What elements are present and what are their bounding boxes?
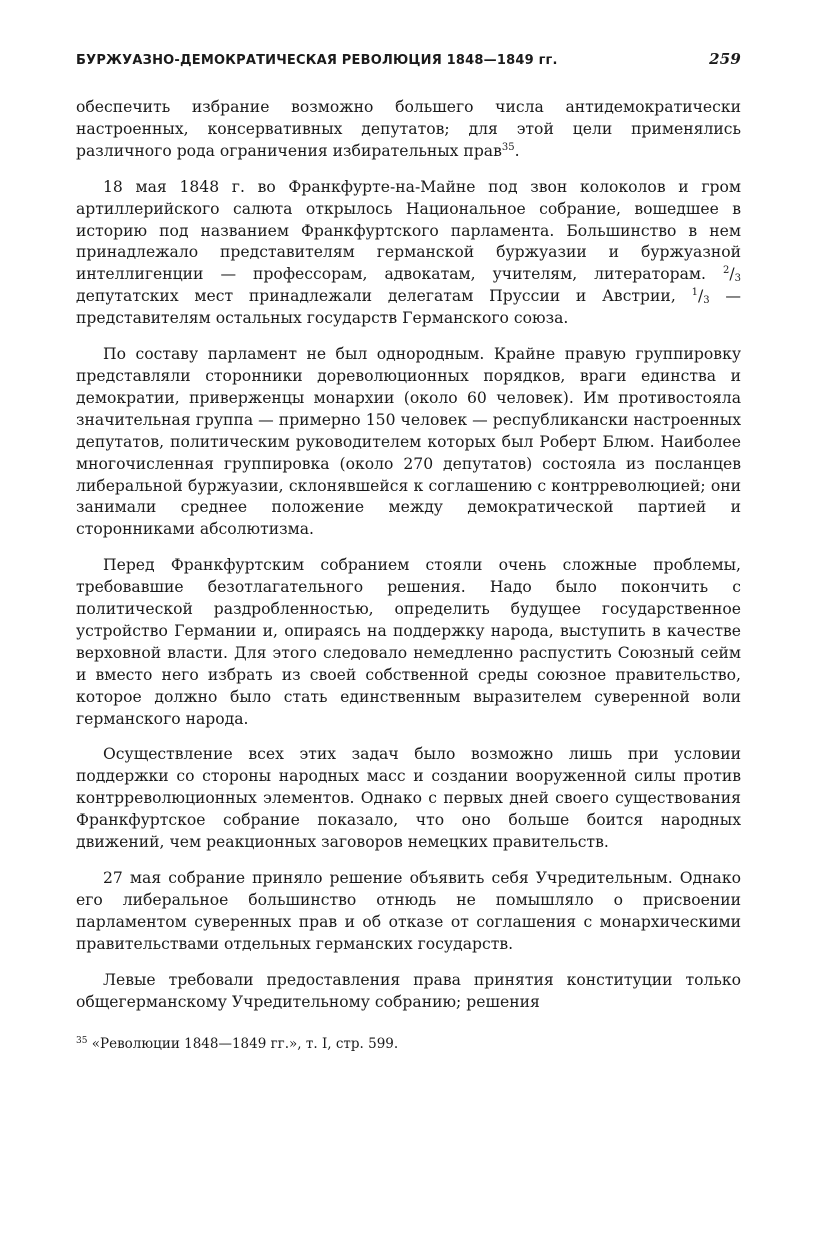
main-text xyxy=(76,97,741,1013)
running-header xyxy=(76,50,741,80)
footnote-reference[interactable]: 35 xyxy=(501,141,515,153)
paragraph-3: По составу парламент не был однородным. Крайне правую группировку представляли сторонники дореволюционных порядков, враги единства и демократии, приверженцы монархии (около 60 человек). Им противостояла значительная группа — примерно 150 человек — республикански настроенных депутатов, политическим руководителем которых был Роберт Блюм. Наиболее многочисленная группировка (около 270 депутатов) состояла из посланцев либеральной буржуазии, склонявшейся к соглашению с контрреволюцией; они занимали среднее положение между демократической партией и сторонниками абсолютизма. xyxy=(76,345,741,539)
paragraph-6: 27 мая собрание приняло решение объявить себя Учредительным. Однако его либеральное большинство отнюдь не помышляло о присвоении парламентом суверенных прав и об отказе от соглашения с монархическими правительствами отдельных германских государств. xyxy=(76,869,741,953)
fraction-one-third: $^1/_3$ xyxy=(691,287,710,307)
paragraph-text: депутатских мест принадлежали делегатам Пруссии и Австрии, xyxy=(76,287,676,306)
paragraph-1 xyxy=(76,97,741,163)
page-number: 259 xyxy=(709,50,741,68)
fraction-denominator: 3 xyxy=(703,295,710,307)
paragraph-tail: . xyxy=(514,141,520,160)
running-title: БУРЖУАЗНО-ДЕМОКРАТИЧЕСКАЯ РЕВОЛЮЦИЯ 1848—1849 гг. xyxy=(76,53,558,68)
paragraph-2 xyxy=(76,177,741,330)
fraction-numerator: 1 xyxy=(691,287,698,299)
fraction-numerator: 2 xyxy=(722,265,730,277)
paragraph-4: Перед Франкфуртским собранием стояли очень сложные проблемы, требовавшие безотлагательного решения. Надо было покончить с политической раздробленностью, определить будущее государственное устройство Германии и, опираясь на поддержку народа, выступить в качестве верховной власти. Для этого следовало немедленно распустить Союзный сейм и вместо него избрать из своей собственной среды союзное правительство, которое должно было стать единственным выразителем суверенной воли германского народа. xyxy=(76,556,741,728)
book-page xyxy=(76,50,741,1053)
footnote xyxy=(76,1035,741,1053)
paragraph-5: Осуществление всех этих задач было возможно лишь при условии поддержки со стороны народных масс и создании вооруженной силы против контрреволюционных элементов. Однако с первых дней своего существования Франкфуртское собрание показало, что оно больше боится народных движений, чем реакционных заговоров немецких правительств. xyxy=(76,745,741,852)
paragraph-text: 18 мая 1848 г. во Франкфурте-на-Майне под звон колоколов и гром артиллерийского салюта открылось Национальное собрание, вошедшее в историю под названием Франкфуртского парламента. Большинство в нем принадлежало представителям германской буржуазии и буржуазной интеллигенции — профессорам, адвокатам, учителям, литераторам. xyxy=(76,177,741,284)
paragraph-text: — представителям остальных государств Германского союза. xyxy=(76,287,741,328)
paragraph-7: Левые требовали предоставления права принятия конституции только общегерманскому Учредительному собранию; решения xyxy=(76,970,741,1011)
paragraph-text: обеспечить избрание возможно большего числа антидемократически настроенных, консервативных депутатов; для этой цели применялись различного рода ограничения избирательных прав xyxy=(76,98,741,160)
footnote-text: «Революции 1848—1849 гг.», т. I, стр. 599. xyxy=(91,1036,399,1053)
fraction-denominator: 3 xyxy=(734,273,741,285)
fraction-two-thirds: $^2/_3$ xyxy=(722,265,741,285)
footnote-marker: 35 xyxy=(76,1036,88,1047)
